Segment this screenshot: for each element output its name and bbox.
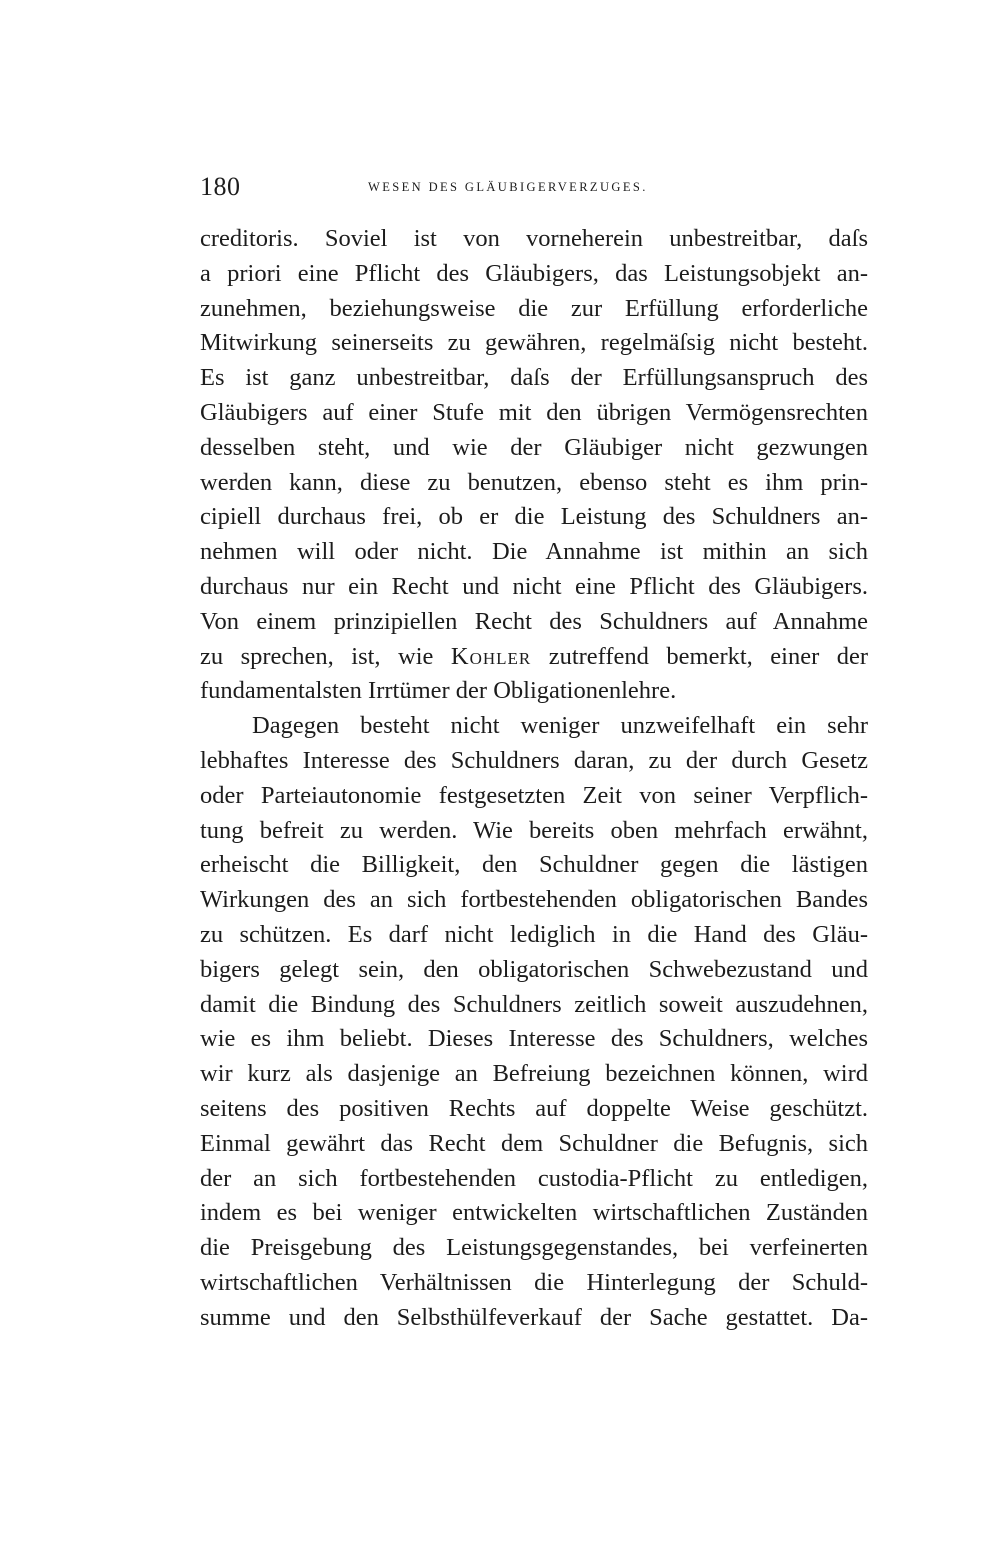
text-line: lebhaftes Interesse des Schuldners daran, zu der durch Gesetz <box>200 746 868 774</box>
text-line: durchaus nur ein Recht und nicht eine Pflicht des Gläubigers. <box>200 572 868 600</box>
text-line: bigers gelegt sein, den obligatorischen Schwebezustand und <box>200 955 868 983</box>
text-line: werden kann, diese zu benutzen, ebenso steht es ihm prin- <box>200 468 868 496</box>
text-line: wie es ihm beliebt. Dieses Interesse des Schuldners, welches <box>200 1025 868 1053</box>
text-line: erheischt die Billigkeit, den Schuldner gegen die lästigen <box>200 851 868 879</box>
text-line: die Preisgebung des Leistungsgegenstandes, bei verfeinerten <box>200 1234 868 1262</box>
text-line: Gläubigers auf einer Stufe mit den übrigen Vermögensrechten <box>200 398 868 426</box>
text-line: zunehmen, beziehungsweise die zur Erfüllung erforderliche <box>200 294 868 322</box>
text-line-paragraph-end: fundamentalsten Irrtümer der Obligationenlehre. <box>200 677 677 705</box>
text-line: summe und den Selbsthülfeverkauf der Sache gestattet. Da- <box>200 1303 868 1331</box>
author-name: Kohler <box>450 642 532 670</box>
text-line: wirtschaftlichen Verhältnissen die Hinterlegung der Schuld- <box>200 1268 868 1296</box>
text-line: tung befreit zu werden. Wie bereits oben mehrfach erwähnt, <box>200 816 868 844</box>
page-number: 180 <box>200 172 241 201</box>
text-line: wir kurz als dasjenige an Befreiung bezeichnen können, wird <box>200 1060 868 1088</box>
text-line: zu schützen. Es darf nicht lediglich in die Hand des Gläu- <box>200 920 868 948</box>
text-line-with-author <box>200 640 868 675</box>
page-header <box>200 172 868 202</box>
text-line: Mitwirkung seinerseits zu gewähren, regelmäſsig nicht besteht. <box>200 329 868 357</box>
text-line: desselben steht, und wie der Gläubiger nicht gezwungen <box>200 433 868 461</box>
text-line: indem es bei weniger entwickelten wirtschaftlichen Zuständen <box>200 1199 868 1227</box>
text-line: nehmen will oder nicht. Die Annahme ist mithin an sich <box>200 538 868 566</box>
text-line: Von einem prinzipiellen Recht des Schuldners auf Annahme <box>200 607 868 635</box>
text-line: creditoris. Soviel ist von vorneherein unbestreitbar, daſs <box>200 225 868 252</box>
line-part-after: zutreffend bemerkt, einer der <box>531 642 868 670</box>
body-text <box>200 222 868 1336</box>
text-line: Einmal gewährt das Recht dem Schuldner die Befugnis, sich <box>200 1129 868 1157</box>
text-line: a priori eine Pflicht des Gläubigers, das Leistungsobjekt an- <box>200 259 868 287</box>
text-line: cipiell durchaus frei, ob er die Leistung des Schuldners an- <box>200 503 868 531</box>
text-line: damit die Bindung des Schuldners zeitlich soweit auszudehnen, <box>200 990 868 1018</box>
text-line: der an sich fortbestehenden custodia-Pflicht zu entledigen, <box>200 1164 868 1192</box>
running-title: WESEN DES GLÄUBIGERVERZUGES. <box>368 180 648 194</box>
text-line: Wirkungen des an sich fortbestehenden obligatorischen Bandes <box>200 886 868 914</box>
text-line: Es ist ganz unbestreitbar, daſs der Erfüllungsanspruch des <box>200 364 868 392</box>
text-line-paragraph-start: Dagegen besteht nicht weniger unzweifelhaft ein sehr <box>252 712 868 740</box>
line-part-before: zu sprechen, ist, wie <box>200 642 451 670</box>
text-line: oder Parteiautonomie festgesetzten Zeit von seiner Verpflich- <box>200 781 868 809</box>
text-line: seitens des positiven Rechts auf doppelte Weise geschützt. <box>200 1094 868 1122</box>
